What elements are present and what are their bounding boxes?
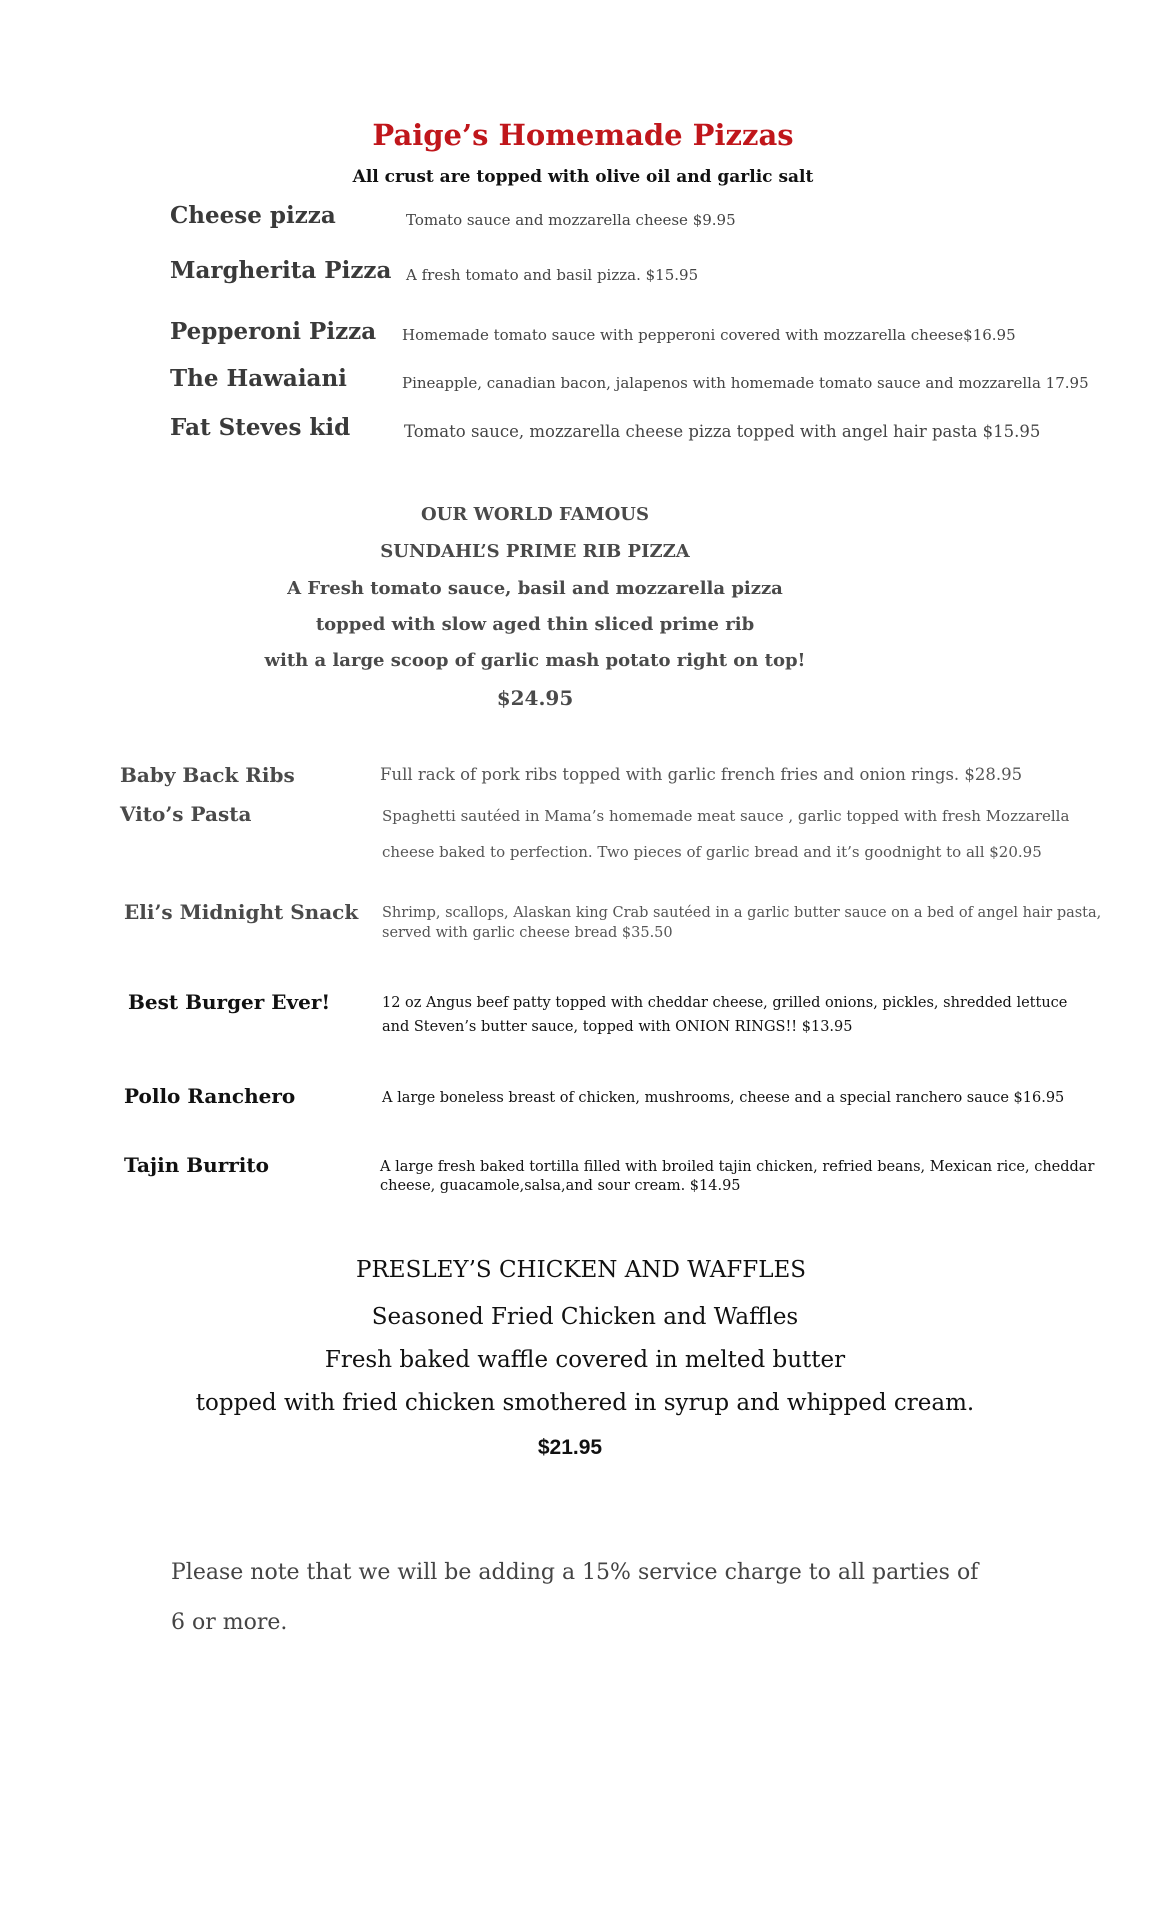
chicken-waffles-line-2: Fresh baked waffle covered in melted butter: [324, 1347, 846, 1373]
pizza-name-pepperoni: Pepperoni Pizza: [170, 318, 377, 345]
chicken-waffles-line-3: topped with fried chicken smothered in syrup and whipped cream.: [195, 1390, 975, 1416]
pizza-desc-pepperoni: Homemade tomato sauce with pepperoni covered with mozzarella cheese$16.95: [402, 326, 1016, 344]
featured-line-5: with a large scoop of garlic mash potato right on top!: [264, 650, 806, 671]
featured-line-3: A Fresh tomato sauce, basil and mozzarella pizza: [287, 578, 783, 599]
item-desc-elis-midnight-snack-2: served with garlic cheese bread $35.50: [382, 925, 673, 941]
chicken-waffles-line-1: Seasoned Fried Chicken and Waffles: [371, 1304, 799, 1330]
pizza-desc-margherita: A fresh tomato and basil pizza. $15.95: [406, 266, 699, 284]
service-charge-note-2: 6 or more.: [171, 1610, 288, 1635]
item-name-best-burger: Best Burger Ever!: [128, 990, 331, 1014]
item-desc-tajin-burrito-1: A large fresh baked tortilla filled with broiled tajin chicken, refried beans, Mexican rice, cheddar: [380, 1159, 1095, 1175]
pizza-name-cheese: Cheese pizza: [170, 202, 336, 229]
item-name-baby-back-ribs: Baby Back Ribs: [120, 763, 295, 787]
chicken-waffles-heading: PRESLEY’S CHICKEN AND WAFFLES: [356, 1257, 807, 1283]
item-name-tajin-burrito: Tajin Burrito: [124, 1153, 269, 1177]
menu-title: Paige’s Homemade Pizzas: [372, 118, 794, 152]
item-desc-vitos-pasta-1: Spaghetti sautéed in Mama’s homemade meat sauce , garlic topped with fresh Mozzarella: [382, 807, 1070, 825]
item-desc-elis-midnight-snack-1: Shrimp, scallops, Alaskan king Crab sautéed in a garlic butter sauce on a bed of angel hair pasta,: [382, 905, 1102, 921]
item-desc-tajin-burrito-2: cheese, guacamole,salsa,and sour cream. $14.95: [380, 1178, 741, 1194]
pizza-name-hawaiani: The Hawaiani: [170, 365, 347, 392]
item-name-pollo-ranchero: Pollo Ranchero: [124, 1084, 296, 1108]
item-name-vitos-pasta: Vito’s Pasta: [120, 802, 252, 826]
pizza-name-fat-steves-kid: Fat Steves kid: [170, 414, 351, 441]
service-charge-note-1: Please note that we will be adding a 15% service charge to all parties of: [171, 1560, 979, 1585]
item-name-elis-midnight-snack: Eli’s Midnight Snack: [124, 900, 359, 924]
chicken-waffles-price: $21.95: [537, 1436, 603, 1459]
item-desc-vitos-pasta-2: cheese baked to perfection. Two pieces of garlic bread and it’s goodnight to all $20.95: [382, 843, 1042, 861]
featured-line-2: SUNDAHL’S PRIME RIB PIZZA: [380, 541, 690, 562]
menu-subtitle: All crust are topped with olive oil and garlic salt: [352, 167, 814, 187]
item-desc-pollo-ranchero: A large boneless breast of chicken, mushrooms, cheese and a special ranchero sauce $16.95: [382, 1090, 1065, 1106]
pizza-desc-fat-steves-kid: Tomato sauce, mozzarella cheese pizza topped with angel hair pasta $15.95: [404, 422, 1041, 441]
item-desc-best-burger-1: 12 oz Angus beef patty topped with cheddar cheese, grilled onions, pickles, shredded lettuce: [382, 995, 1068, 1011]
pizza-desc-cheese: Tomato sauce and mozzarella cheese $9.95: [406, 211, 736, 229]
item-desc-best-burger-2: and Steven’s butter sauce, topped with ONION RINGS!! $13.95: [382, 1019, 853, 1035]
pizza-name-margherita: Margherita Pizza: [170, 257, 392, 284]
featured-line-4: topped with slow aged thin sliced prime rib: [315, 614, 755, 635]
pizza-desc-hawaiani: Pineapple, canadian bacon, jalapenos with homemade tomato sauce and mozzarella 17.95: [402, 374, 1089, 392]
featured-line-1: OUR WORLD FAMOUS: [421, 504, 649, 525]
featured-price: $24.95: [496, 686, 574, 710]
item-desc-baby-back-ribs: Full rack of pork ribs topped with garlic french fries and onion rings. $28.95: [380, 765, 1023, 784]
